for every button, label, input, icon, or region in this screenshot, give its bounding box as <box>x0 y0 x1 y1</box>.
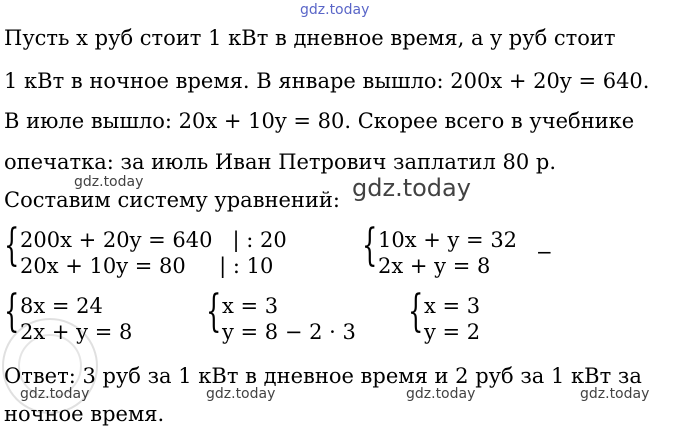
problem-line-2: 1 кВт в ночное время. В январе вышло: 200x + 20y = 640. <box>4 69 650 93</box>
system-3-eq-2: 2x + y = 8 <box>20 320 133 344</box>
watermark: gdz.today <box>206 386 276 402</box>
brace: { <box>206 286 222 337</box>
system-5-eq-1: x = 3 <box>424 294 481 318</box>
answer-line-1: Ответ: 3 руб за 1 кВт в дневное время и 2 руб за 1 кВт за <box>4 364 642 388</box>
system-3-eq-1: 8x = 24 <box>20 294 103 318</box>
answer-line-2: ночное время. <box>4 402 165 426</box>
watermark-large: gdz.today <box>352 174 471 202</box>
system-2-eq-1: 10x + y = 32 <box>378 228 518 252</box>
watermark: gdz.today <box>74 174 144 190</box>
watermark: gdz.today <box>20 386 90 402</box>
problem-line-1: Пусть x руб стоит 1 кВт в дневное время, а y руб стоит <box>4 26 616 50</box>
problem-line-3: В июле вышло: 20x + 10y = 80. Скорее всего в учебнике <box>4 109 635 133</box>
problem-line-5: Составим систему уравнений: <box>4 188 340 212</box>
system-4-eq-1: x = 3 <box>222 294 279 318</box>
system-1-eq-1: 200x + 20y = 640 | : 20 <box>20 228 287 252</box>
problem-line-4: опечатка: за июль Иван Петрович заплатил 80 р. <box>4 150 556 174</box>
system-5-eq-2: y = 2 <box>424 320 481 344</box>
system-1-eq-2: 20x + 10y = 80 | : 10 <box>20 254 274 278</box>
watermark-top: gdz.today <box>300 2 370 18</box>
minus-sign: − <box>536 240 553 264</box>
system-4-eq-2: y = 8 − 2 · 3 <box>222 320 356 344</box>
brace: { <box>408 286 424 337</box>
brace: { <box>4 286 20 337</box>
watermark: gdz.today <box>580 386 650 402</box>
system-2-eq-2: 2x + y = 8 <box>378 254 491 278</box>
brace: { <box>4 220 20 271</box>
brace: { <box>362 220 378 271</box>
watermark: gdz.today <box>406 386 476 402</box>
